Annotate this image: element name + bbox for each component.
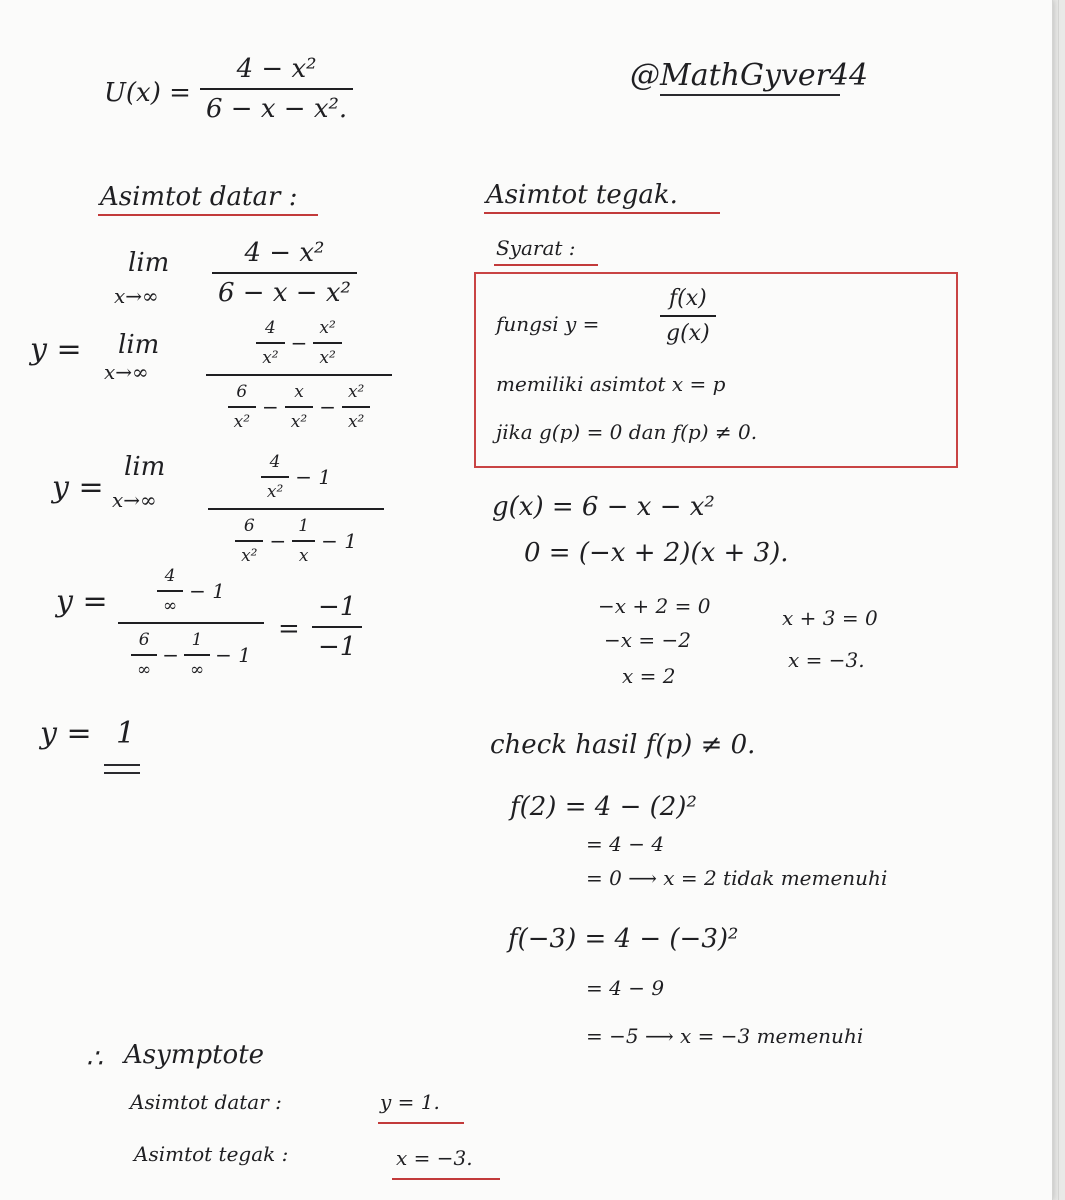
minus-sign: −	[319, 395, 336, 419]
author-handle: @MathGyver44	[630, 58, 869, 93]
check-f2-line3: = 0 ⟶ x = 2 tidak memenuhi	[586, 866, 888, 890]
step4-y: y =	[56, 584, 108, 619]
fraction-bar	[660, 315, 716, 317]
step1-sub: x→∞	[114, 284, 159, 308]
handle-underline	[660, 94, 840, 96]
minus-one: − 1	[295, 465, 332, 489]
root1-step1: −x + 2 = 0	[598, 594, 711, 618]
step3-denominator	[208, 516, 384, 566]
minus-sign: −	[262, 395, 279, 419]
minus-one: − 1	[321, 529, 357, 553]
minus-one: − 1	[189, 579, 225, 603]
step4-denominator	[118, 630, 264, 680]
box-fraction	[660, 286, 716, 346]
frac-1-over-x	[292, 516, 315, 566]
step3-big-fraction	[208, 452, 384, 566]
num-text: 4	[269, 452, 281, 472]
check-fm3-line1: f(−3) = 4 − (−3)²	[508, 924, 739, 954]
box-numerator: f(x)	[668, 286, 707, 311]
step4-big-fraction	[118, 566, 264, 680]
summary-tegak-underline	[392, 1178, 500, 1180]
num-text: x²	[347, 382, 365, 402]
frac-4-over-x2	[256, 318, 284, 368]
frac-4-over-inf	[157, 566, 183, 616]
den-text: x	[298, 546, 309, 566]
minus-one: − 1	[215, 643, 251, 667]
fraction-bar	[312, 626, 362, 628]
step1-denominator: 6 − x − x²	[218, 278, 351, 308]
fraction-bar	[285, 406, 313, 408]
minus-sign: −	[162, 643, 179, 667]
step2-y: y =	[30, 332, 82, 367]
summary-datar-value: y = 1.	[380, 1090, 440, 1114]
fraction-bar	[184, 654, 210, 656]
result-underline-1	[104, 764, 140, 766]
g-definition: g(x) = 6 − x − x²	[492, 492, 715, 522]
step4-result-fraction	[312, 592, 362, 662]
fraction-bar	[131, 654, 157, 656]
result-numerator: −1	[318, 592, 357, 622]
summary-tegak-value: x = −3.	[396, 1146, 473, 1170]
minus-sign: −	[269, 529, 287, 553]
fraction-bar	[292, 540, 315, 542]
num-text: x	[294, 382, 304, 402]
tegak-heading-underline	[484, 212, 720, 214]
result-y: y =	[40, 716, 92, 751]
check-fm3-line3: = −5 ⟶ x = −3 memenuhi	[586, 1024, 864, 1048]
result-denominator: −1	[318, 632, 357, 662]
box-line3: jika g(p) = 0 dan f(p) ≠ 0.	[496, 420, 758, 444]
frac-6-over-x2	[235, 516, 263, 566]
num-text: 4	[264, 318, 276, 338]
step4-numerator	[118, 566, 264, 616]
fraction-bar	[256, 342, 284, 344]
den-text: x²	[319, 348, 336, 368]
check-f2-line2: = 4 − 4	[586, 832, 665, 856]
fraction-bar	[342, 406, 370, 408]
summary-title: Asymptote	[124, 1040, 265, 1070]
step2-numerator	[206, 318, 392, 368]
frac-x-over-x2	[285, 382, 313, 432]
den-text: x²	[290, 412, 308, 432]
num-text: 1	[191, 630, 203, 650]
page-edge	[1058, 0, 1059, 1200]
syarat-underline	[494, 264, 598, 266]
den-text: ∞	[189, 660, 205, 680]
num-text: 4	[164, 566, 176, 586]
box-line2: memiliki asimtot x = p	[496, 372, 726, 396]
step1-numerator: 4 − x²	[244, 238, 325, 268]
page-edge	[1052, 0, 1053, 1200]
fraction-bar	[261, 476, 289, 478]
box-line1-prefix: fungsi y =	[496, 312, 600, 336]
step2-lim: lim	[118, 330, 160, 360]
g-factored: 0 = (−x + 2)(x + 3).	[524, 538, 789, 568]
num-text: 1	[298, 516, 310, 536]
check-heading: check hasil f(p) ≠ 0.	[490, 730, 756, 760]
frac-x2-over-x2	[313, 318, 341, 368]
step1-lim: lim	[128, 248, 170, 278]
main-fraction-bar	[208, 508, 384, 510]
den-text: x²	[266, 482, 284, 502]
summary-datar-underline	[378, 1122, 464, 1124]
fraction-bar	[157, 590, 183, 592]
root2-result: x = −3.	[788, 648, 865, 672]
therefore-symbol: ∴	[86, 1044, 103, 1074]
step4-equals: =	[278, 614, 300, 644]
step3-y: y =	[52, 470, 104, 505]
summary-tegak-label: Asimtot tegak :	[134, 1142, 289, 1166]
summary-datar-label: Asimtot datar :	[130, 1090, 282, 1114]
main-fraction-bar	[118, 622, 264, 624]
check-f2-line1: f(2) = 4 − (2)²	[510, 792, 697, 822]
fraction-bar	[200, 88, 353, 90]
step1-fraction	[212, 238, 357, 308]
num-text: 6	[243, 516, 255, 536]
step3-sub: x→∞	[112, 488, 157, 512]
fraction-bar	[235, 540, 263, 542]
den-text: ∞	[162, 596, 178, 616]
frac-1-over-inf	[184, 630, 210, 680]
step2-big-fraction	[206, 318, 392, 432]
box-denominator: g(x)	[666, 321, 710, 346]
function-denominator: 6 − x − x².	[206, 94, 348, 124]
frac-x2-over-x2	[342, 382, 370, 432]
function-fraction	[200, 54, 353, 124]
den-text: x²	[347, 412, 365, 432]
den-text: x²	[262, 348, 279, 368]
minus-sign: −	[290, 331, 308, 355]
fraction-bar	[313, 342, 341, 344]
datar-heading-underline	[98, 214, 318, 216]
root2-step1: x + 3 = 0	[782, 606, 878, 630]
fraction-bar	[212, 272, 357, 274]
main-fraction-bar	[206, 374, 392, 376]
result-underline-2	[104, 772, 140, 774]
den-text: x²	[233, 412, 251, 432]
check-fm3-line2: = 4 − 9	[586, 976, 665, 1000]
result-value: 1	[116, 716, 136, 751]
step3-lim: lim	[124, 452, 166, 482]
root1-result: x = 2	[622, 664, 676, 688]
den-text: x²	[241, 546, 258, 566]
syarat-label: Syarat :	[496, 236, 576, 260]
root1-step2: −x = −2	[604, 628, 691, 652]
frac-6-over-x2	[228, 382, 256, 432]
frac-4-over-x2	[261, 452, 289, 502]
fraction-bar	[228, 406, 256, 408]
step2-sub: x→∞	[104, 360, 149, 384]
function-numerator: 4 − x²	[236, 54, 317, 84]
frac-6-over-inf	[131, 630, 157, 680]
num-text: x²	[319, 318, 336, 338]
den-text: ∞	[137, 660, 152, 680]
function-lhs: U(x) =	[104, 78, 191, 108]
num-text: 6	[138, 630, 150, 650]
num-text: 6	[236, 382, 248, 402]
step2-denominator	[206, 382, 392, 432]
step3-numerator	[208, 452, 384, 502]
datar-heading: Asimtot datar :	[100, 182, 298, 212]
tegak-heading: Asimtot tegak.	[486, 180, 678, 210]
